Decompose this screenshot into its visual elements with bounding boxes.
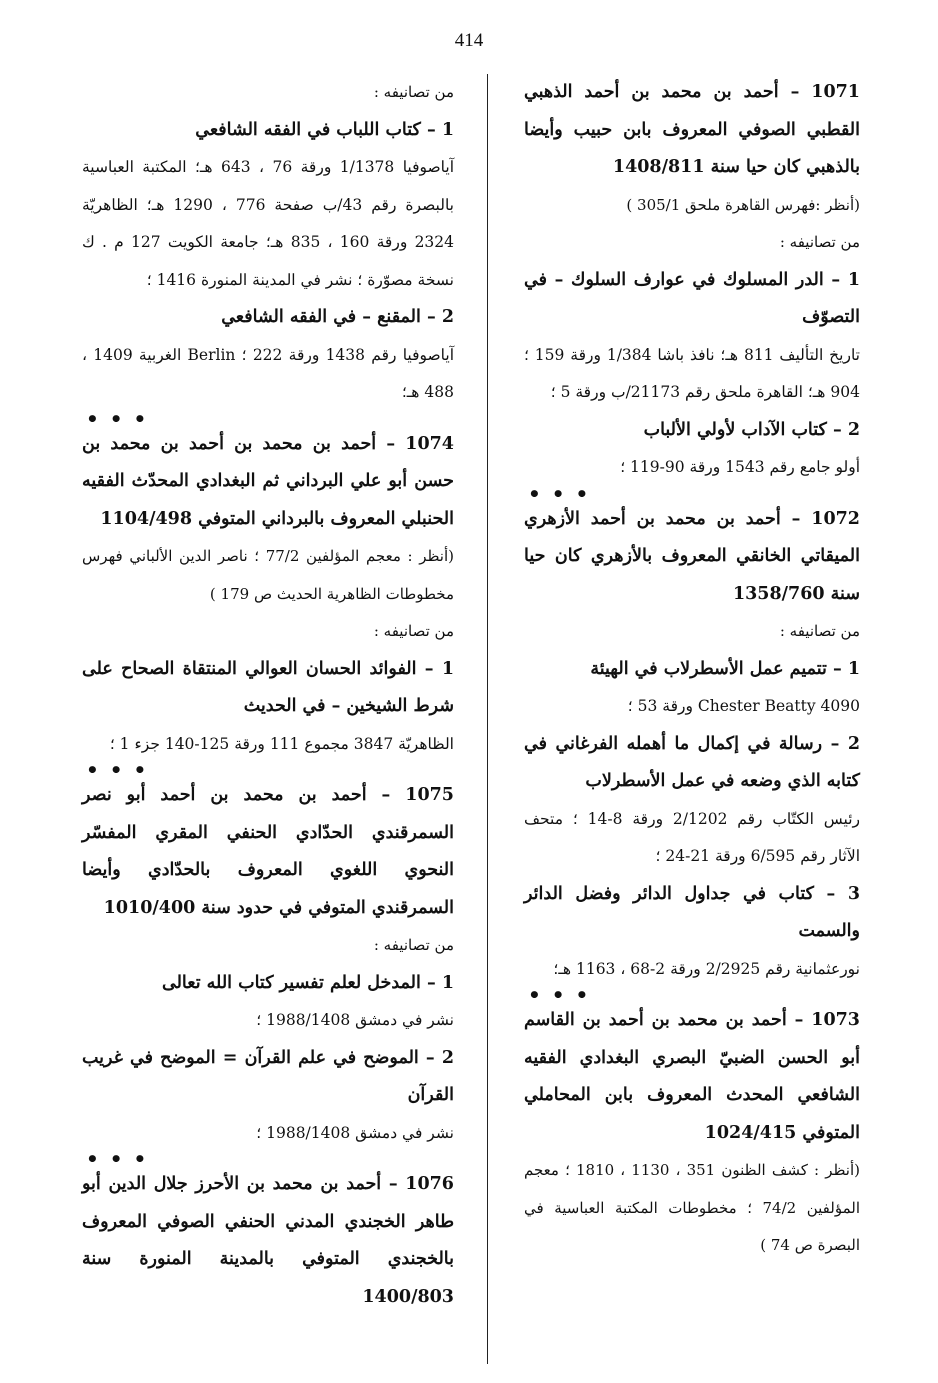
entry-1075-item-1-title: 1 – المدخل لعلم تفسير كتاب الله تعالى bbox=[162, 972, 454, 993]
right-column bbox=[524, 74, 860, 1265]
entry-1073-item-1-ms: آياصوفيا 1/1378 ورقة 76 ، 643 هـ؛ المكتبة العباسية بالبصرة رقم 43/ب صفحة 776 ، 1290 هـ؛ الظاهريّة 2324 ورقة 160 ، 835 هـ؛ جامعة الكويت 127 م . ك نسخة مصوّرة ؛ نشر في المدينة المنورة 1416 ؛ bbox=[82, 158, 455, 289]
separator: • • • bbox=[528, 481, 591, 506]
entry-1071-item-1-title: 1 – الدر المسلوك في عوارف السلوك – في التصوّف bbox=[524, 269, 860, 327]
separator: • • • bbox=[86, 1147, 149, 1171]
entry-1073-head: 1073 – أحمد بن محمد بن أحمد بن القاسم أبو الحسن الضبيّ البصري البغدادي الفقيه الشافعي المحدث المعروف بابن المحاملي المتوفي 1024/415 bbox=[524, 1010, 860, 1143]
left-column bbox=[82, 74, 454, 1316]
entry-1072-item-1-title: 1 – تتميم عمل الأسطرلاب في الهيئة bbox=[590, 658, 860, 679]
entry-1074-note: (أنظر : معجم المؤلفين 77/2 ؛ ناصر الدين الألباني فهرس مخطوطات الظاهرية الحديث ص 179 ) bbox=[82, 547, 454, 603]
separator: • • • bbox=[528, 983, 591, 1007]
entry-1073-note: (أنظر : كشف الظنون 351 ، 1130 ، 1810 ؛ معجم المؤلفين 74/2 ؛ مخطوطات المكتبة العباسية في البصرة ص 74 ) bbox=[524, 1161, 860, 1254]
entry-1072-item-2-title: 2 – رسالة في إكمال ما أهمله الفرغاني في كتابه الذي وضعه في عمل الأسطرلاب bbox=[524, 733, 860, 791]
entry-1072-item-2-ms: رئيس الكتّاب رقم 2/1202 ورقة 8-14 ؛ متحف الآثار رقم 6/595 ورقة 21-24 ؛ bbox=[524, 809, 861, 865]
entry-1075-head: 1075 – أحمد بن محمد بن أحمد أبو نصر السمرقندي الحدّادي الحنفي المقري المفسّر النحوي اللغوي المعروف بالحدّادي وأيضا السمرقندي المتوفي في حدود سنة 1010/400 bbox=[82, 785, 454, 918]
separator: • • • bbox=[86, 406, 149, 431]
page-number: 414 bbox=[454, 30, 484, 51]
entry-1075-item-2-title: 2 – الموضح في علم القرآن = الموضح في غريب القرآن bbox=[82, 1047, 454, 1105]
entry-1075-item-1-ms: نشر في دمشق 1988/1408 ؛ bbox=[256, 1011, 454, 1029]
entry-1071-works-label: من تصانيفه : bbox=[779, 233, 860, 251]
entry-1074-item-1-ms: الظاهريّة 3847 مجموع 111 ورقة 125-140 جزء 1 ؛ bbox=[109, 734, 454, 753]
entry-1073-works-label: من تصانيفه : bbox=[373, 83, 454, 101]
entry-1076-head: 1076 – أحمد بن محمد بن الأحرز جلال الدين أبو طاهر الخجندي المدني الحنفي الصوفي المعروف بالخجندي المتوفي بالمدينة المنورة سنة 1400/803 bbox=[82, 1174, 454, 1307]
separator: • • • bbox=[86, 758, 149, 782]
entry-1072-works-label: من تصانيفه : bbox=[779, 622, 860, 640]
entry-1074-head: 1074 – أحمد بن محمد بن أحمد بن محمد بن حسن أبو علي البرداني ثم البغدادي المحدّث الفقيه الحنبلي المعروف بالبرداني المتوفي 1104/498 bbox=[82, 433, 454, 529]
entry-1072-item-1-ms: 4090 Chester Beatty ورقة 53 ؛ bbox=[627, 697, 860, 715]
entry-1071-item-2-ms: أولو جامع رقم 1543 ورقة 90-119 ؛ bbox=[620, 458, 860, 476]
entry-1071-item-2-title: 2 – كتاب الآداب لأولي الألباب bbox=[643, 419, 860, 440]
entry-1071-note: (أنظر :فهرس القاهرة ملحق 305/1 ) bbox=[626, 195, 860, 214]
entry-1073-item-1-title: 1 – كتاب اللباب في الفقه الشافعي bbox=[195, 119, 454, 140]
entry-1074-works-label: من تصانيفه : bbox=[373, 622, 454, 640]
entry-1073-item-2-title: 2 – المقنع – في الفقه الشافعي bbox=[221, 307, 454, 327]
entry-1072-head: 1072 – أحمد بن محمد بن أحمد الأزهري الميقاتي الخانقي المعروف بالأزهري كان حيا سنة 1358/760 bbox=[524, 508, 860, 604]
entry-1074-item-1-title: 1 – الفوائد الحسان العوالي المنتقاة الصحاح على شرط الشيخين – في الحديث bbox=[82, 658, 454, 716]
column-divider bbox=[487, 74, 488, 1364]
entry-1075-works-label: من تصانيفه : bbox=[373, 936, 454, 954]
entry-1075-item-2-ms: نشر في دمشق 1988/1408 ؛ bbox=[256, 1123, 454, 1142]
entry-1072-item-3-ms: نورعثمانية رقم 2/2925 ورقة 2-68 ، 1163 هـ؛ bbox=[553, 959, 860, 978]
entry-1073-item-2-ms: آياصوفيا رقم 1438 ورقة 222 ؛ Berlin الغربية 1409 ، 488 هـ؛ bbox=[82, 345, 455, 401]
entry-1071-head: 1071 – أحمد بن محمد بن أحمد الذهبي القطبي الصوفي المعروف بابن حبيب وأيضا بالذهبي كان حيا سنة 1408/811 bbox=[524, 82, 860, 177]
entry-1071-item-1-ms: تاريخ التأليف 811 هـ؛ نافذ باشا 1/384 ورقة 159 ؛ 904 هـ؛ القاهرة ملحق رقم 21173/ب ورقة 5 ؛ bbox=[524, 345, 860, 401]
entry-1072-item-3-title: 3 – كتاب في جداول الدائر وفضل الدائر والسمت bbox=[524, 883, 860, 941]
